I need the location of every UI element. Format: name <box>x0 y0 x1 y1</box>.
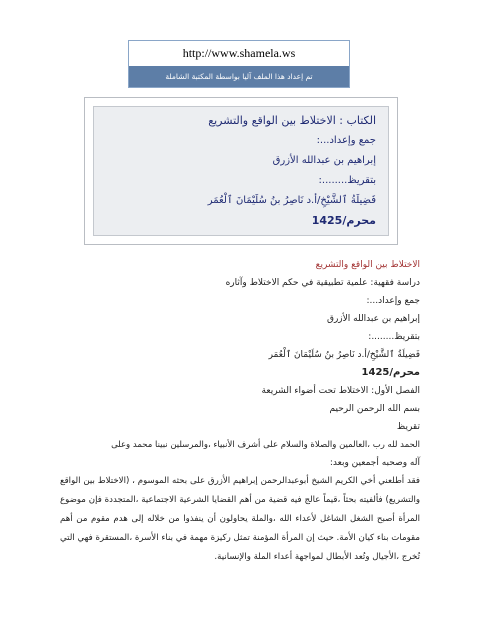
body-subtitle: دراسة فقهية: علمية تطبيقية في حكم الاختلاط وآثاره <box>225 278 420 288</box>
chapter-heading: الفصل الأول: الاختلاط تحت أضواء الشريعة <box>261 386 420 396</box>
body-prepared-label: جمع وإعداد...: <box>366 296 420 306</box>
body-author: إبراهيم بن عبدالله الأزرق <box>326 314 420 324</box>
section-heading: تقريظ <box>396 422 420 432</box>
intro-line-2: آله وصحبه أجمعين وبعد: <box>329 458 420 468</box>
book-title: الكتاب : الاختلاط بين الواقع والتشريع <box>208 114 376 127</box>
author-name: إبراهيم بن عبدالله الأزرق <box>272 155 376 166</box>
endorsement-label: بتقريظ........: <box>318 175 376 186</box>
header-subtitle: تم إعداد هذا الملف آليا بواسطة المكتبة الشاملة <box>129 66 349 87</box>
prepared-label: جمع وإعداد...: <box>316 135 376 146</box>
site-url-link[interactable]: http://www.shamela.ws <box>129 41 349 66</box>
endorser-name: فَضِيلَةُ ٱلشَّيْخِ/أ.د نَاصِرُ بنُ سُلَيْمَانَ ٱلْعُمَر <box>207 195 376 206</box>
header-box <box>128 40 350 88</box>
main-paragraph: فقد أطلعني أخي الكريم الشيخ أبوعبدالرحمن إبراهيم الأزرق على بحثه الموسوم ، (الاختلاط بين الواقع والتشريع) فألفيته بحثاً ،قيماً عالج فيه قضية من أهم القضايا الشرعية الاجتماعية ،المتجددة فإن موضوع المرأة أصبح الشغل الشاغل لأعداء الله ،والملة يحاولون أن ينفذوا من خلاله إلى هدم مقوم من أهم مقومات بناء كيان الأمة. حيث إن المرأة المؤمنة تمثل ركيزة مهمة في بناء الأسرة ،المستقرة فهي التي تُخرج ،الأجيال وتُعد الأبطال لمواجهة أعداء الملة والإنسانية. <box>60 476 420 562</box>
basmala: بسم الله الرحمن الرحيم <box>329 404 420 414</box>
body-endorser: فَضِيلَةُ ٱلشَّيْخِ/أ.د نَاصِرُ بنُ سُلَيْمَانَ ٱلْعُمَر <box>268 350 420 360</box>
body-date: محرم/1425 <box>361 367 420 378</box>
book-info-box <box>84 97 398 245</box>
book-date: محرم/1425 <box>311 214 376 227</box>
book-info-panel <box>93 106 389 236</box>
body-endorsement-label: بتقريظ........: <box>368 332 420 342</box>
body-title: الاختلاط بين الواقع والتشريع <box>315 260 420 270</box>
document-body <box>60 256 420 567</box>
intro-line: الحمد لله رب ،العالمين والصلاة والسلام على أشرف الأنبياء ،والمرسلين نبينا محمد وعلى <box>111 440 420 450</box>
